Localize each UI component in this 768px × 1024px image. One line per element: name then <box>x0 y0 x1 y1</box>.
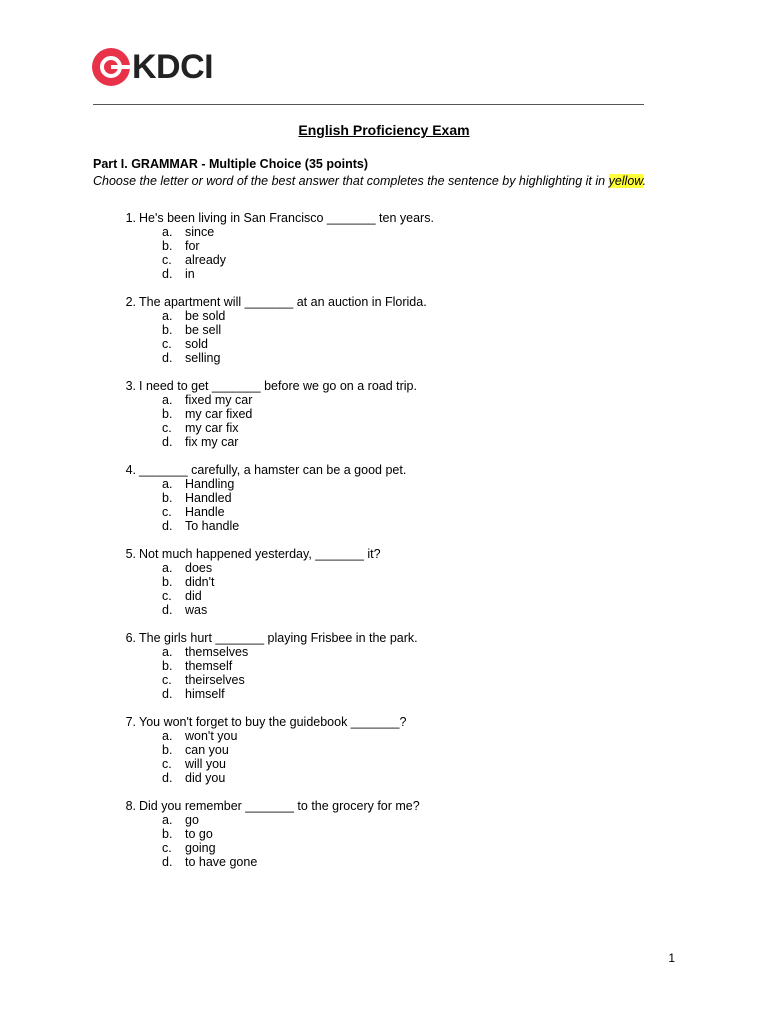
option-text: himself <box>185 687 225 701</box>
option-letter: c. <box>162 505 172 519</box>
option-text: sold <box>185 337 208 351</box>
option-letter: c. <box>162 589 172 603</box>
answer-option[interactable] <box>162 309 225 323</box>
answer-option[interactable] <box>162 855 257 869</box>
option-letter: a. <box>162 561 173 575</box>
option-text: was <box>185 603 208 617</box>
option-letter: b. <box>162 407 173 421</box>
option-letter: c. <box>162 757 172 771</box>
question-item <box>114 547 674 631</box>
answer-option[interactable] <box>162 253 226 267</box>
option-letter: b. <box>162 827 173 841</box>
option-letter: a. <box>162 225 173 239</box>
answer-option[interactable] <box>162 589 215 603</box>
question-item <box>114 715 674 799</box>
question-number: 3. <box>125 379 136 393</box>
question-text: You won't forget to buy the guidebook _______? <box>139 715 407 729</box>
option-text: already <box>185 253 226 267</box>
answer-option[interactable] <box>162 407 252 421</box>
question-text: _______ carefully, a hamster can be a good pet. <box>139 463 407 477</box>
option-text: themself <box>185 659 233 673</box>
option-text: did <box>185 589 202 603</box>
option-text: be sold <box>185 309 226 323</box>
header-divider <box>93 104 644 105</box>
option-text: go <box>185 813 199 827</box>
option-letter: a. <box>162 813 173 827</box>
question-text: Not much happened yesterday, _______ it? <box>139 547 381 561</box>
answer-options <box>162 393 252 449</box>
option-text: To handle <box>185 519 240 533</box>
answer-option[interactable] <box>162 225 226 239</box>
question-list <box>114 211 674 883</box>
answer-option[interactable] <box>162 435 252 449</box>
answer-options <box>162 309 225 365</box>
part-title: Part I. GRAMMAR - Multiple Choice (35 points) <box>93 157 369 171</box>
option-letter: c. <box>162 421 172 435</box>
option-text: to have gone <box>185 855 258 869</box>
option-text: Handling <box>185 477 235 491</box>
answer-options <box>162 225 226 281</box>
answer-option[interactable] <box>162 827 257 841</box>
answer-option[interactable] <box>162 421 252 435</box>
option-text: my car fix <box>185 421 239 435</box>
question-number: 6. <box>125 631 136 645</box>
instructions-text: Choose the letter or word of the best answer that completes the sentence by highlighting it in <box>93 174 609 188</box>
option-letter: d. <box>162 351 173 365</box>
answer-option[interactable] <box>162 771 237 785</box>
answer-option[interactable] <box>162 645 248 659</box>
kdci-logo-icon <box>92 48 130 86</box>
answer-option[interactable] <box>162 659 248 673</box>
option-letter: a. <box>162 309 173 323</box>
answer-option[interactable] <box>162 267 226 281</box>
question-number: 2. <box>125 295 136 309</box>
question-text: He's been living in San Francisco _______ ten years. <box>139 211 434 225</box>
option-text: did you <box>185 771 226 785</box>
question-item <box>114 211 674 295</box>
answer-option[interactable] <box>162 757 237 771</box>
option-letter: d. <box>162 855 173 869</box>
answer-option[interactable] <box>162 673 248 687</box>
question-item <box>114 631 674 715</box>
answer-option[interactable] <box>162 393 252 407</box>
question-text: The apartment will _______ at an auction in Florida. <box>139 295 427 309</box>
answer-option[interactable] <box>162 477 239 491</box>
option-letter: b. <box>162 491 173 505</box>
option-letter: b. <box>162 575 173 589</box>
answer-options <box>162 645 248 701</box>
answer-options <box>162 477 239 533</box>
option-letter: d. <box>162 603 173 617</box>
option-text: Handled <box>185 491 232 505</box>
option-letter: c. <box>162 337 172 351</box>
answer-option[interactable] <box>162 603 215 617</box>
answer-options <box>162 561 215 617</box>
option-text: fix my car <box>185 435 239 449</box>
instructions <box>93 174 646 188</box>
option-letter: b. <box>162 659 173 673</box>
answer-option[interactable] <box>162 841 257 855</box>
brand-name: KDCI <box>132 48 214 86</box>
question-item <box>114 799 674 883</box>
option-text: going <box>185 841 216 855</box>
option-letter: c. <box>162 673 172 687</box>
option-text: selling <box>185 351 221 365</box>
option-letter: a. <box>162 393 173 407</box>
question-number: 1. <box>125 211 136 225</box>
option-letter: b. <box>162 743 173 757</box>
option-letter: b. <box>162 323 173 337</box>
answer-options <box>162 813 257 869</box>
kdci-logo <box>92 48 213 86</box>
option-text: will you <box>185 757 226 771</box>
option-letter: c. <box>162 253 172 267</box>
question-number: 4. <box>125 463 136 477</box>
answer-option[interactable] <box>162 519 239 533</box>
question-text: I need to get _______ before we go on a road trip. <box>139 379 417 393</box>
answer-option[interactable] <box>162 813 257 827</box>
question-item <box>114 379 674 463</box>
question-number: 7. <box>125 715 136 729</box>
page-number: 1 <box>668 951 675 965</box>
option-letter: a. <box>162 729 173 743</box>
option-text: for <box>185 239 200 253</box>
answer-option[interactable] <box>162 337 225 351</box>
option-text: themselves <box>185 645 249 659</box>
answer-option[interactable] <box>162 743 237 757</box>
answer-option[interactable] <box>162 239 226 253</box>
option-text: theirselves <box>185 673 245 687</box>
question-number: 8. <box>125 799 136 813</box>
answer-option[interactable] <box>162 575 215 589</box>
option-letter: a. <box>162 645 173 659</box>
instructions-highlight: yellow <box>608 174 643 188</box>
answer-option[interactable] <box>162 491 239 505</box>
option-text: my car fixed <box>185 407 253 421</box>
option-letter: b. <box>162 239 173 253</box>
answer-option[interactable] <box>162 687 248 701</box>
question-item <box>114 295 674 379</box>
answer-option[interactable] <box>162 323 225 337</box>
question-text: Did you remember _______ to the grocery for me? <box>139 799 420 813</box>
exam-title: English Proficiency Exam <box>298 122 470 138</box>
option-letter: d. <box>162 519 173 533</box>
answer-option[interactable] <box>162 351 225 365</box>
question-text: The girls hurt _______ playing Frisbee in the park. <box>139 631 418 645</box>
option-letter: d. <box>162 771 173 785</box>
option-letter: c. <box>162 841 172 855</box>
answer-option[interactable] <box>162 729 237 743</box>
option-letter: a. <box>162 477 173 491</box>
option-text: Handle <box>185 505 225 519</box>
option-text: won't you <box>185 729 238 743</box>
option-text: didn't <box>185 575 215 589</box>
answer-option[interactable] <box>162 505 239 519</box>
option-text: does <box>185 561 213 575</box>
option-letter: d. <box>162 435 173 449</box>
option-text: can you <box>185 743 229 757</box>
question-number: 5. <box>125 547 136 561</box>
answer-option[interactable] <box>162 561 215 575</box>
option-text: to go <box>185 827 213 841</box>
answer-options <box>162 729 237 785</box>
option-text: be sell <box>185 323 222 337</box>
option-letter: d. <box>162 267 173 281</box>
instructions-end: . <box>642 174 647 188</box>
question-item <box>114 463 674 547</box>
option-letter: d. <box>162 687 173 701</box>
option-text: since <box>185 225 215 239</box>
option-text: in <box>185 267 195 281</box>
option-text: fixed my car <box>185 393 253 407</box>
